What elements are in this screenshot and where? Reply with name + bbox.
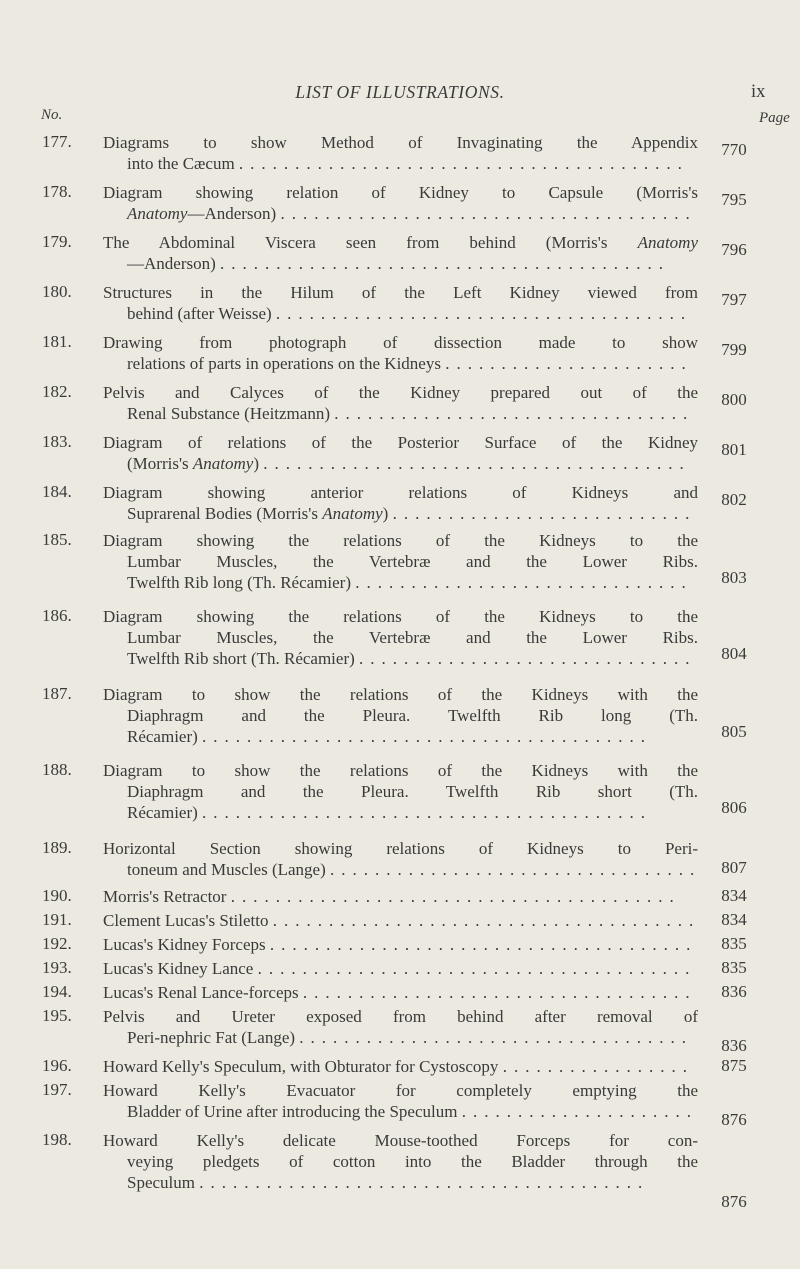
figure-caption (103, 886, 698, 907)
caption-line: toneum and Muscles (Lange) ................................. (127, 860, 702, 879)
figure-caption (103, 910, 701, 931)
figure-number: 183. (42, 432, 72, 451)
caption-line: Howard Kelly's Speculum, with Obturator for Cystoscopy ................. (103, 1057, 694, 1076)
figure-number: 188. (42, 760, 72, 779)
page-reference: 770 (721, 140, 747, 159)
caption-line: Diaphragm and the Pleura. Twelfth Rib short (Th. (127, 782, 698, 801)
caption-line: Suprarenal Bodies (Morris's Anatomy) ........................... (127, 504, 697, 523)
figure-caption (103, 958, 698, 979)
caption-line: Diagram showing the relations of the Kidneys to the (103, 531, 698, 550)
figure-number: 196. (42, 1056, 72, 1075)
page-reference: 836 (721, 1036, 747, 1055)
figure-number: 181. (42, 332, 72, 351)
figure-caption (103, 1130, 698, 1193)
caption-line: Twelfth Rib long (Th. Récamier) .............................. (127, 573, 693, 592)
figure-number: 186. (42, 606, 72, 625)
figure-caption (103, 132, 698, 174)
figure-number: 179. (42, 232, 72, 251)
caption-line: Drawing from photograph of dissection made to show (103, 333, 698, 352)
page-reference: 795 (721, 190, 747, 209)
dot-leader: ........................................ (220, 254, 671, 273)
page-number: ix (751, 82, 766, 102)
figure-caption (103, 982, 698, 1003)
caption-line: Morris's Retractor ........................................ (103, 887, 681, 906)
dot-leader: .............................. (355, 573, 693, 592)
caption-line: Anatomy—Anderson) ..................................... (127, 204, 697, 223)
caption-line: relations of parts in operations on the Kidneys ...................... (127, 354, 693, 373)
caption-line: Diagram showing anterior relations of Kidneys and (103, 483, 698, 502)
page-reference: 804 (721, 644, 747, 663)
page-reference: 806 (721, 798, 747, 817)
dot-leader: ...................................... (269, 935, 698, 954)
caption-line: Lucas's Renal Lance-forceps ................................... (103, 983, 697, 1002)
page-reference: 834 (721, 910, 747, 929)
figure-number: 195. (42, 1006, 72, 1025)
dot-leader: ................................... (299, 1028, 694, 1047)
figure-caption (103, 606, 698, 669)
caption-line: Renal Substance (Heitzmann) ................................ (127, 404, 695, 423)
dot-leader: ..................................... (280, 204, 697, 223)
dot-leader: ........................................ (202, 727, 653, 746)
figure-caption (103, 382, 698, 424)
page-reference: 803 (721, 568, 747, 587)
page-reference: 797 (721, 290, 747, 309)
caption-line: (Morris's Anatomy) ...................................... (127, 454, 691, 473)
dot-leader: ...................................... (263, 454, 691, 473)
caption-line: Pelvis and Ureter exposed from behind after removal of (103, 1007, 698, 1026)
caption-line: Pelvis and Calyces of the Kidney prepared out of the (103, 383, 698, 402)
page-reference: 799 (721, 340, 747, 359)
caption-line: Lumbar Muscles, the Vertebræ and the Lower Ribs. (127, 552, 698, 571)
dot-leader: ..................................... (275, 304, 693, 323)
figure-caption (103, 1006, 698, 1048)
caption-line: Diagram showing relation of Kidney to Capsule (Morris's (103, 183, 698, 202)
caption-line: Howard Kelly's delicate Mouse-toothed Forceps for con- (103, 1131, 698, 1150)
page-reference: 835 (721, 934, 747, 953)
caption-line: Bladder of Urine after introducing the Speculum ..................... (127, 1102, 698, 1121)
caption-line: —Anderson) ........................................ (127, 254, 671, 273)
page-reference: 802 (721, 490, 747, 509)
caption-line: Diagram to show the relations of the Kidneys with the (103, 685, 698, 704)
page-reference: 836 (721, 982, 747, 1001)
dot-leader: ..................... (461, 1102, 698, 1121)
figure-number: 191. (42, 910, 72, 929)
figure-caption (103, 1056, 698, 1077)
figure-number: 197. (42, 1080, 72, 1099)
dot-leader: ................................ (334, 404, 695, 423)
caption-line: Diagram to show the relations of the Kidneys with the (103, 761, 698, 780)
caption-line: Lucas's Kidney Lance ....................................... (103, 959, 697, 978)
figure-number: 185. (42, 530, 72, 549)
dot-leader: ........................................ (238, 154, 689, 173)
figure-number: 194. (42, 982, 72, 1001)
figure-number: 187. (42, 684, 72, 703)
page-column-label: Page (759, 110, 790, 126)
page-reference: 801 (721, 440, 747, 459)
caption-line: Récamier) ........................................ (127, 803, 653, 822)
page-reference: 807 (721, 858, 747, 877)
caption-line: Twelfth Rib short (Th. Récamier) .............................. (127, 649, 697, 668)
figure-caption (103, 530, 698, 593)
caption-line: Clement Lucas's Stiletto ...................................... (103, 911, 701, 930)
dot-leader: ...................... (445, 354, 693, 373)
caption-line: Horizontal Section showing relations of Kidneys to Peri- (103, 839, 698, 858)
caption-line: Structures in the Hilum of the Left Kidney viewed from (103, 283, 698, 302)
page-reference: 876 (721, 1110, 747, 1129)
page-reference: 834 (721, 886, 747, 905)
figure-number: 177. (42, 132, 72, 151)
figure-number: 184. (42, 482, 72, 501)
caption-line: The Abdominal Viscera seen from behind (Morris's Anatomy (103, 233, 698, 252)
dot-leader: ........................................ (199, 1173, 650, 1192)
caption-line: behind (after Weisse) ..................................... (127, 304, 693, 323)
figure-caption (103, 934, 698, 955)
page-reference: 876 (721, 1192, 747, 1211)
caption-line: into the Cæcum ........................................ (127, 154, 689, 173)
running-head-title: LIST OF ILLUSTRATIONS. (295, 82, 505, 102)
page-reference: 835 (721, 958, 747, 977)
figure-number: 182. (42, 382, 72, 401)
caption-line: Peri-nephric Fat (Lange) ................................... (127, 1028, 694, 1047)
caption-line: Speculum ........................................ (127, 1173, 650, 1192)
caption-line: Howard Kelly's Evacuator for completely emptying the (103, 1081, 698, 1100)
figure-caption (103, 232, 698, 274)
page-reference: 875 (721, 1056, 747, 1075)
dot-leader: ........................... (392, 504, 697, 523)
dot-leader: ........................................ (230, 887, 681, 906)
figure-caption (103, 182, 698, 224)
figure-number: 192. (42, 934, 72, 953)
figure-number: 190. (42, 886, 72, 905)
figure-caption (103, 332, 698, 374)
figure-caption (103, 684, 698, 747)
caption-line: Diagram of relations of the Posterior Surface of the Kidney (103, 433, 698, 452)
caption-line: Diagram showing the relations of the Kidneys to the (103, 607, 698, 626)
caption-line: Diagrams to show Method of Invaginating the Appendix (103, 133, 698, 152)
figure-caption (103, 282, 698, 324)
figure-number: 193. (42, 958, 72, 977)
caption-line: Diaphragm and the Pleura. Twelfth Rib long (Th. (127, 706, 698, 725)
caption-line: veying pledgets of cotton into the Bladder through the (127, 1152, 698, 1171)
caption-line: Lumbar Muscles, the Vertebræ and the Lower Ribs. (127, 628, 698, 647)
figure-number: 198. (42, 1130, 72, 1149)
figure-caption (103, 838, 702, 880)
page-reference: 796 (721, 240, 747, 259)
figure-number: 178. (42, 182, 72, 201)
dot-leader: ........................................ (202, 803, 653, 822)
figure-number: 180. (42, 282, 72, 301)
dot-leader: ...................................... (272, 911, 701, 930)
figure-caption (103, 482, 698, 524)
caption-line: Récamier) ........................................ (127, 727, 653, 746)
dot-leader: ................................... (302, 983, 697, 1002)
figure-caption (103, 760, 698, 823)
number-column-label: No. (41, 107, 63, 123)
caption-line: Lucas's Kidney Forceps ...................................... (103, 935, 698, 954)
dot-leader: ....................................... (257, 959, 697, 978)
dot-leader: .............................. (359, 649, 697, 668)
page-reference: 805 (721, 722, 747, 741)
dot-leader: ................. (502, 1057, 694, 1076)
figure-caption (103, 1080, 698, 1122)
figure-number: 189. (42, 838, 72, 857)
page-reference: 800 (721, 390, 747, 409)
dot-leader: ................................. (330, 860, 702, 879)
figure-caption (103, 432, 698, 474)
